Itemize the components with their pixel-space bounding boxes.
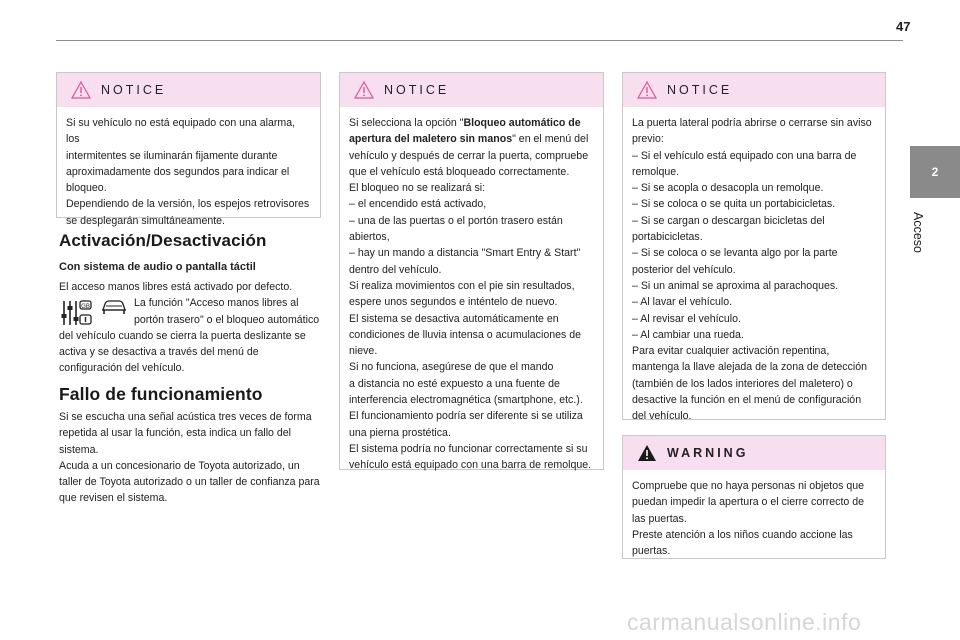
paragraph-malfunction (59, 409, 324, 507)
text-line: – Si se cargan o descargan bicicletas del (632, 214, 825, 227)
text-line: puertas. (632, 545, 671, 558)
text-line: condiciones de lluvia intensa o acumulaciones de (349, 328, 582, 341)
page-number: 47 (896, 19, 911, 34)
notice-header-2 (340, 73, 603, 107)
text-line: taller de Toyota autorizado o un taller de confianza para (59, 476, 320, 489)
notice-header-1 (57, 73, 320, 107)
settings-sliders-icon (60, 298, 92, 328)
bold-option-text: apertura del maletero sin manos (349, 133, 513, 146)
paragraph-activation (59, 279, 324, 377)
text-line: El acceso manos libres está activado por defecto. (59, 281, 293, 293)
text-line: La función "Acceso manos libres al (134, 297, 299, 310)
text-line: previo: (632, 133, 664, 146)
svg-text:GB: GB (81, 303, 90, 310)
notice-box-3 (622, 72, 886, 423)
text-line: puedan impedir la apertura o el cierre correcto de (632, 496, 865, 509)
text-line: sistema. (59, 443, 99, 456)
text-line: nieve. (349, 345, 378, 358)
text-line: desactive la función en el menú de configuración (632, 394, 862, 407)
text-line: del vehículo. (632, 410, 692, 423)
notice-box-1 (56, 72, 321, 227)
text-line: – Si se acopla o desacopla un remolque. (632, 182, 824, 195)
header-rule (56, 40, 903, 41)
text-span: " en el menú del (512, 133, 589, 146)
heading-activation: Activación/Desactivación (59, 231, 267, 250)
text-line: – Si se coloca o se levanta algo por la parte (632, 247, 838, 260)
text-line: espere unos segundos e inténtelo de nuevo. (349, 296, 558, 309)
text-line: – una de las puertas o el portón trasero están (349, 214, 563, 227)
text-line: Si se escucha una señal acústica tres veces de forma (59, 411, 312, 423)
text-line: Si realiza movimientos con el pie sin resultados, (349, 279, 575, 292)
bold-option-text: Bloqueo automático de (463, 117, 581, 129)
text-line: activa y se desactiva a través del menú de (59, 346, 259, 359)
text-line: aproximadamente dos segundos para indicar el (66, 165, 290, 178)
text-line: – Si se coloca o se quita un portabicicletas. (632, 198, 836, 211)
text-line: El sistema podría no funcionar correctamente si su (349, 442, 588, 455)
text-line: – Si un animal se aproxima al parachoques. (632, 279, 839, 292)
text-line: La puerta lateral podría abrirse o cerrarse sin aviso (632, 117, 872, 129)
heading-malfunction: Fallo de funcionamiento (59, 384, 263, 404)
chapter-tab[interactable]: 2 (910, 146, 960, 198)
text-line: portabicicletas. (632, 231, 703, 244)
text-line: Preste atención a los niños cuando accione las (632, 528, 853, 541)
text-line: a distancia no esté expuesto a una fuente de (349, 377, 560, 390)
text-line: bloqueo. (66, 182, 107, 195)
text-line: del vehículo cuando se cierra la puerta deslizante se (59, 329, 306, 342)
text-line (349, 131, 593, 147)
warning-box (622, 435, 886, 559)
text-line: remolque. (632, 165, 680, 178)
warning-body (623, 470, 885, 567)
text-line: las puertas. (632, 512, 687, 525)
warning-triangle-filled-icon (637, 444, 657, 462)
notice-body-2 (340, 107, 603, 482)
subheading-audio: Con sistema de audio o pantalla táctil (59, 261, 256, 273)
text-line: – Si el vehículo está equipado con una barra de (632, 149, 857, 162)
text-line: El funcionamiento podría ser diferente si se utiliza (349, 410, 583, 423)
warning-triangle-outline-icon (354, 81, 374, 99)
warning-triangle-outline-icon (637, 81, 657, 99)
notice-header-3 (623, 73, 885, 107)
text-line: (también de los lados interiores del maletero) o (632, 377, 853, 390)
warning-triangle-outline-icon (71, 81, 91, 99)
notice-body-3 (623, 107, 885, 433)
text-line: Para evitar cualquier activación repentina, (632, 345, 830, 358)
text-line: una pierna prostética. (349, 426, 451, 439)
warning-header (623, 436, 885, 470)
notice-box-2 (339, 72, 604, 470)
text-line: abiertos, (349, 231, 390, 244)
text-line: intermitentes se iluminarán fijamente durante (66, 149, 278, 162)
text-line: que revisen el sistema. (59, 492, 168, 505)
text-line: – el encendido está activado, (349, 198, 487, 211)
text-line: Si no funciona, asegúrese de que el mando (349, 361, 554, 374)
warning-title: WARNING (667, 446, 749, 460)
notice-title-1: NOTICE (101, 83, 167, 97)
text-line: que el vehículo está bloqueado correctamente. (349, 165, 570, 178)
text-line: – hay un mando a distancia "Smart Entry & Start" (349, 247, 581, 260)
text-line: vehículo y después de cerrar la puerta, compruebe (349, 149, 589, 162)
text-line: mantenga la llave alejada de la zona de detección (632, 361, 867, 374)
text-line: portón trasero" o el bloqueo automático (134, 313, 320, 326)
text-line: Acuda a un concesionario de Toyota autorizado, un (59, 459, 300, 472)
text-line: configuración del vehículo. (59, 362, 185, 375)
text-line: Si su vehículo no está equipado con una alarma, los (66, 117, 296, 146)
chapter-label-wrap (903, 212, 935, 272)
text-span: Si selecciona la opción " (349, 117, 464, 129)
text-line: posterior del vehículo. (632, 263, 736, 276)
chapter-label: Acceso (911, 212, 925, 253)
text-line: Dependiendo de la versión, los espejos retrovisores (66, 198, 310, 211)
text-line: – Al revisar el vehículo. (632, 312, 741, 325)
text-line: El bloqueo no se realizará si: (349, 182, 486, 195)
text-line: vehículo está equipado con una barra de remolque. (349, 459, 592, 472)
notice-title-2: NOTICE (384, 83, 450, 97)
car-outline-icon (100, 298, 128, 316)
watermark: carmanualsonline.info (627, 609, 862, 635)
notice-body-1 (57, 107, 320, 237)
text-line: interferencia electromagnética (smartphone, etc.). (349, 394, 583, 407)
text-line: dentro del vehículo. (349, 263, 442, 276)
text-line: Compruebe que no haya personas ni objetos que (632, 480, 865, 492)
text-line: El sistema se desactiva automáticamente en (349, 312, 559, 325)
notice-title-3: NOTICE (667, 83, 733, 97)
text-line: repetida al usar la función, esta indica un fallo del (59, 427, 292, 440)
text-line: – Al cambiar una rueda. (632, 328, 744, 341)
text-line: – Al lavar el vehículo. (632, 296, 733, 309)
text-line (349, 115, 593, 131)
text-line: se desplegarán simultáneamente. (66, 214, 226, 227)
